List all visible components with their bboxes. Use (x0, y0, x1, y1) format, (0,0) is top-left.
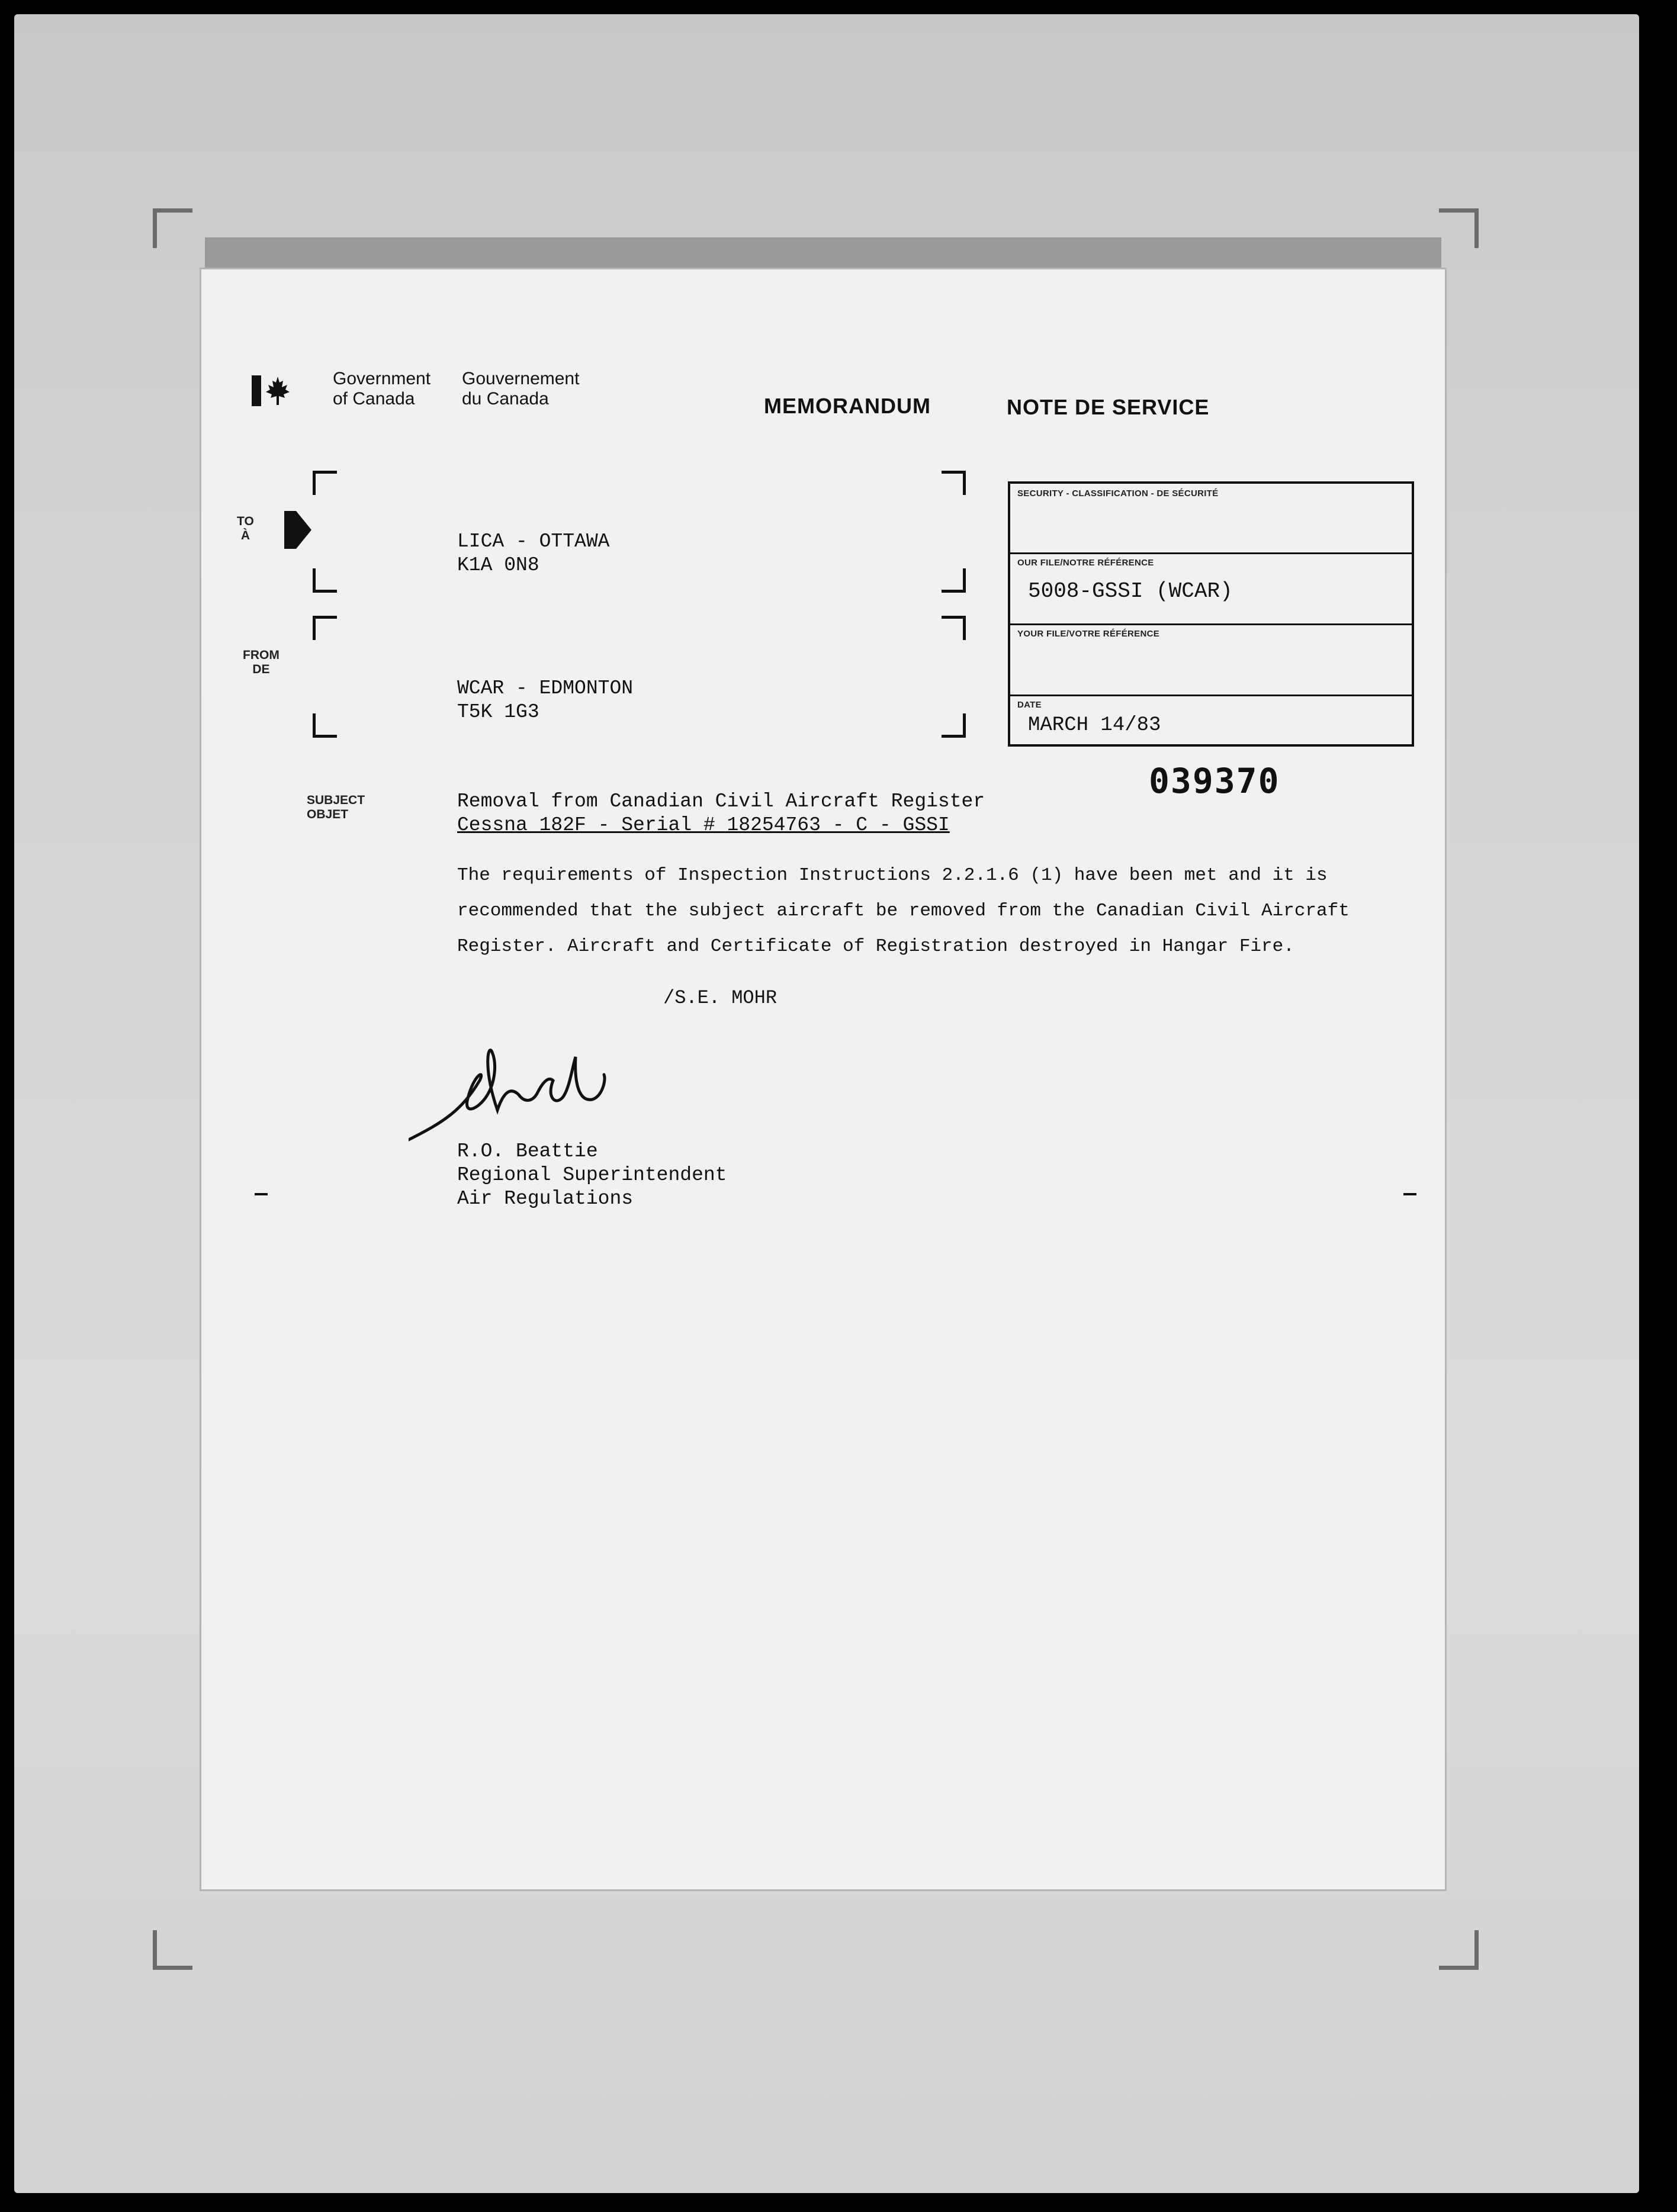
closing-department: Air Regulations (457, 1188, 634, 1210)
government-of-canada-en: Government of Canada (333, 369, 431, 409)
to-bracket-bl (313, 568, 337, 593)
to-label: TO À (237, 515, 254, 542)
fold-mark-right (1403, 1193, 1416, 1195)
subject-label: SUBJECT OBJET (307, 793, 365, 821)
fold-mark-left (255, 1193, 268, 1195)
crop-mark-bottom-left (153, 1930, 192, 1970)
document-number: 039370 (1149, 761, 1280, 801)
body-line-3: Register. Aircraft and Certificate of Registration destroyed in Hangar Fire. (457, 936, 1294, 957)
memo-sheet (201, 269, 1445, 1889)
our-file-value: 5008-GSSI (WCAR) (1028, 579, 1233, 603)
subject-line-1: Removal from Canadian Civil Aircraft Register (457, 790, 985, 812)
crop-mark-bottom-right (1439, 1930, 1479, 1970)
subject-line-2: Cessna 182F - Serial # 18254763 - C - GSSI (457, 814, 950, 836)
security-label: SECURITY - CLASSIFICATION - DE SÉCURITÉ (1017, 488, 1219, 499)
memorandum-title: MEMORANDUM (764, 394, 931, 418)
reference-box (1008, 481, 1414, 747)
crop-mark-top-right (1439, 208, 1479, 248)
closing-title: Regional Superintendent (457, 1164, 727, 1186)
from-address: WCAR - EDMONTON T5K 1G3 (457, 677, 634, 723)
our-file-label: OUR FILE/NOTRE RÉFÉRENCE (1017, 558, 1154, 568)
body-line-2: recommended that the subject aircraft be removed from the Canadian Civil Aircraft (457, 901, 1350, 921)
closing-name: R.O. Beattie (457, 1140, 598, 1162)
our-file-row (1010, 552, 1412, 603)
body-line-1: The requirements of Inspection Instructions 2.2.1.6 (1) have been met and it is (457, 865, 1328, 886)
from-bracket-tl (313, 616, 337, 640)
from-bracket-tr (942, 616, 966, 640)
date-row (1010, 695, 1412, 737)
to-address: LICA - OTTAWA K1A 0N8 (457, 531, 610, 576)
date-label: DATE (1017, 700, 1042, 710)
to-bracket-tl (313, 471, 337, 495)
signature-note: /S.E. MOHR (663, 987, 778, 1009)
to-bracket-br (942, 568, 966, 593)
to-bracket-tr (942, 471, 966, 495)
your-file-row (1010, 623, 1412, 639)
from-bracket-bl (313, 713, 337, 738)
date-value: MARCH 14/83 (1028, 714, 1161, 737)
from-bracket-br (942, 713, 966, 738)
gouvernement-du-canada-fr: Gouvernement du Canada (462, 369, 580, 409)
to-arrow-icon (284, 509, 313, 551)
from-label: FROM DE (243, 648, 280, 676)
canada-flag-icon (252, 373, 293, 409)
closing-block (457, 1140, 727, 1211)
crop-mark-top-left (153, 208, 192, 248)
note-de-service-title: NOTE DE SERVICE (1007, 395, 1210, 419)
your-file-label: YOUR FILE/VOTRE RÉFÉRENCE (1017, 629, 1160, 639)
